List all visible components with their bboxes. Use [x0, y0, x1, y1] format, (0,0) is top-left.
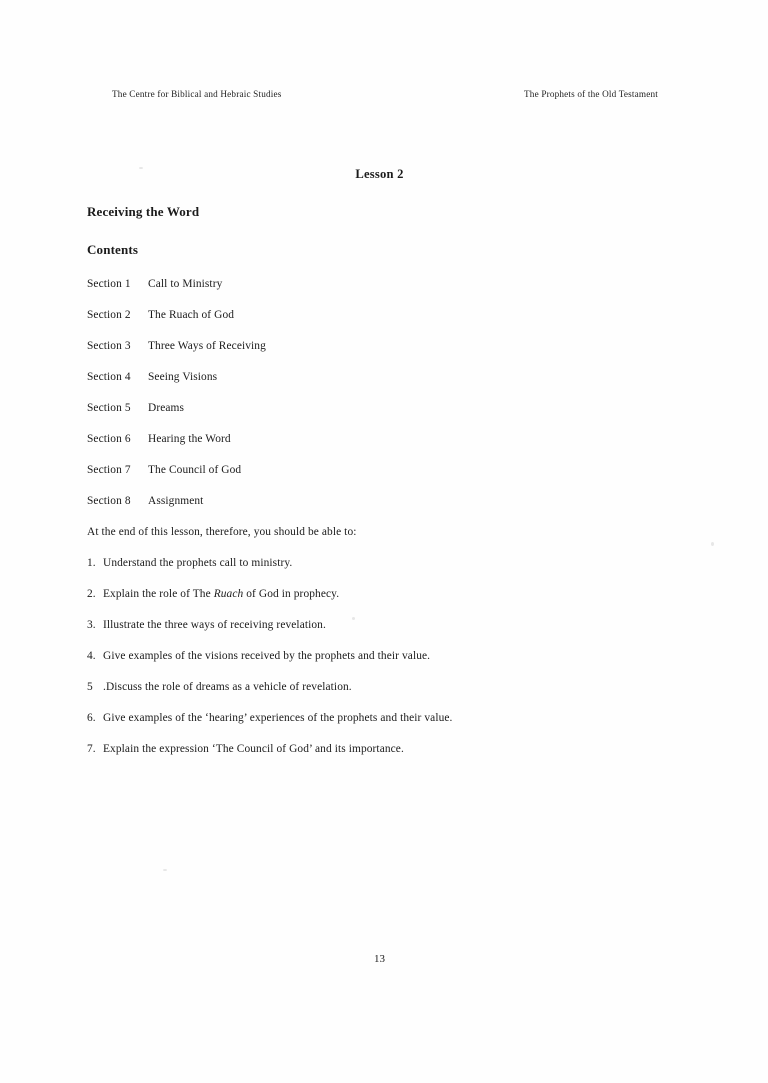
contents-row-title: Call to Ministry: [148, 278, 223, 290]
objective-number: 2.: [87, 588, 96, 600]
contents-row: [87, 371, 672, 402]
objective-number: 7.: [87, 743, 96, 755]
scan-speck: [163, 869, 167, 871]
contents-row-title: The Ruach of God: [148, 309, 235, 321]
running-head: [112, 89, 658, 99]
objective-text-before: Explain the role of The: [103, 588, 214, 600]
contents-row-title: Three Ways of Receiving: [148, 340, 266, 352]
objective-number: 6.: [87, 712, 96, 724]
objective-text: .Discuss the role of dreams as a vehicle of revelation.: [103, 681, 352, 693]
contents-row-label: Section 3: [87, 340, 131, 352]
objective-text-after: of God in prophecy.: [243, 588, 340, 600]
scan-speck: [352, 617, 355, 620]
contents-row: [87, 495, 672, 526]
contents-row: [87, 340, 672, 371]
contents-row-label: Section 4: [87, 371, 131, 383]
contents-row-title: The Council of God: [148, 464, 242, 476]
objectives-list: [87, 557, 672, 774]
scan-speck: [139, 167, 143, 169]
objective-text-emphasis: Ruach: [213, 588, 244, 600]
objective-item: [87, 619, 672, 650]
contents-heading: Contents: [87, 242, 139, 257]
objective-item: [87, 650, 672, 681]
objective-text: Explain the expression ‘The Council of God’ and its importance.: [103, 743, 404, 755]
scan-speck: [711, 542, 714, 546]
contents-row: [87, 433, 672, 464]
objective-number: 5: [87, 681, 93, 693]
objective-text: Understand the prophets call to ministry.: [103, 557, 293, 569]
contents-row-label: Section 7: [87, 464, 131, 476]
contents-row-title: Dreams: [148, 402, 185, 414]
objectives-intro: At the end of this lesson, therefore, you should be able to:: [87, 526, 357, 538]
objective-item: [87, 588, 672, 619]
objective-text: [103, 588, 339, 600]
objective-item: [87, 557, 672, 588]
running-head-right: The Prophets of the Old Testament: [524, 89, 658, 99]
contents-row: [87, 309, 672, 340]
contents-row-label: Section 5: [87, 402, 131, 414]
contents-row-title: Seeing Visions: [148, 371, 218, 383]
objective-text: Illustrate the three ways of receiving revelation.: [103, 619, 326, 631]
contents-row: [87, 278, 672, 309]
contents-row-label: Section 6: [87, 433, 131, 445]
objective-item: [87, 681, 672, 712]
objective-number: 3.: [87, 619, 96, 631]
contents-row-title: Assignment: [148, 495, 204, 507]
running-head-left: The Centre for Biblical and Hebraic Studies: [112, 89, 282, 99]
objective-item: [87, 743, 672, 774]
objective-number: 1.: [87, 557, 96, 569]
objective-text: Give examples of the visions received by the prophets and their value.: [103, 650, 431, 662]
lesson-title: Lesson 2: [355, 167, 404, 181]
lesson-subtitle: Receiving the Word: [87, 204, 200, 219]
contents-row: [87, 402, 672, 433]
contents-row: [87, 464, 672, 495]
objective-number: 4.: [87, 650, 96, 662]
contents-row-label: Section 2: [87, 309, 131, 321]
contents-row-label: Section 8: [87, 495, 131, 507]
page-number: 13: [374, 953, 385, 965]
contents-row-label: Section 1: [87, 278, 131, 290]
objective-text: Give examples of the ‘hearing’ experiences of the prophets and their value.: [103, 712, 453, 724]
objective-item: [87, 712, 672, 743]
contents-list: [87, 278, 672, 526]
contents-row-title: Hearing the Word: [148, 433, 231, 445]
